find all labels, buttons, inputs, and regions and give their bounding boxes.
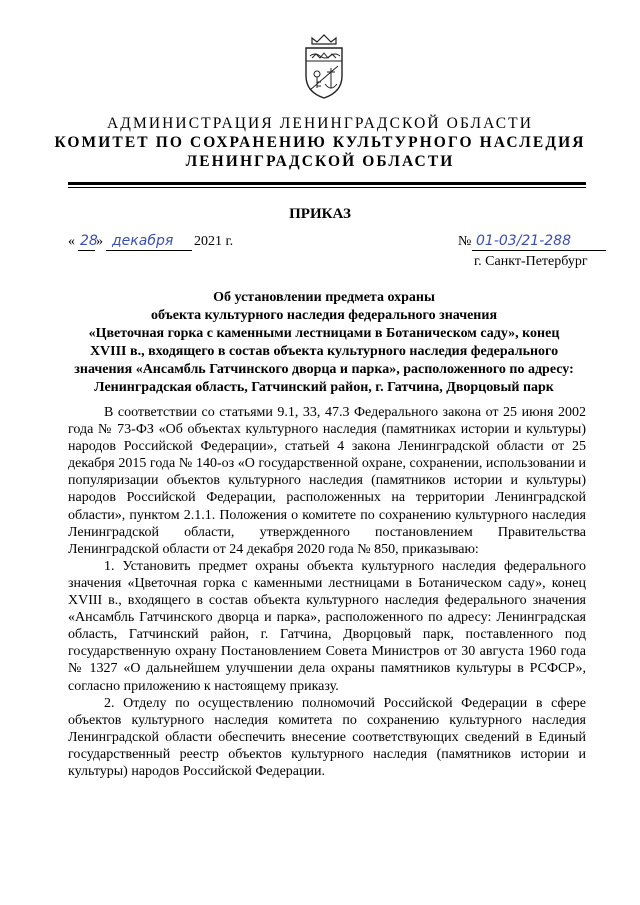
administration-title: АДМИНИСТРАЦИЯ ЛЕНИНГРАДСКОЙ ОБЛАСТИ [107, 115, 533, 132]
order-subject [60, 289, 588, 397]
date-open-quote: « [68, 234, 75, 249]
subject-line: объекта культурного наследия федерального значения [150, 308, 498, 323]
order-number [458, 234, 608, 254]
date-month: декабря [112, 233, 174, 249]
subject-line: Об установлении предмета охраны [213, 290, 435, 305]
region-title: ЛЕНИНГРАДСКОЙ ОБЛАСТИ [185, 153, 455, 170]
order-date [68, 234, 268, 254]
clause-2-paragraph: 2. Отделу по осуществлению полномочий Российской Федерации в сфере объектов культурного наследия комитета по сохранению культурного наследия Ленинградской области обеспечить внесение соответствующих сведений в Единый государственный реестр объектов культурного наследия (памятников истории и культуры) народов Российской Федерации. [68, 695, 586, 779]
coat-of-arms-icon [298, 30, 350, 102]
subject-line: XVIII в., входящего в состав объекта культурного наследия федерального [89, 344, 559, 359]
date-day: 28 [80, 233, 98, 249]
order-body [68, 404, 586, 780]
city: г. Санкт-Петербург [474, 254, 588, 269]
number-sign: № [458, 234, 472, 249]
clause-1-paragraph: 1. Установить предмет охраны объекта культурного наследия федерального значения «Цветочная горка с каменными лестницами в Ботаническом саду», конец XVIII в., входящего в состав объекта культурного наследия федерального значения «Ансамбль Гатчинского дворца и парка», расположенного по адресу: Ленинградская область, Гатчинский район, г. Гатчина, Дворцовый парк, поставленного под государственную охрану Постановлением Совета Министров от 30 августа 1960 года № 1327 «О дальнейшем улучшении дела охраны памятников культуры в РСФСР», согласно приложению к настоящему приказу. [68, 558, 586, 694]
header-divider-thick [68, 182, 586, 185]
subject-line: Ленинградская область, Гатчинский район, г. Гатчина, Дворцовый парк [94, 380, 554, 395]
number-value: 01-03/21-288 [476, 233, 571, 249]
date-year: 2021 г. [194, 234, 234, 249]
date-close-quote: » [96, 234, 103, 249]
order-title: ПРИКАЗ [289, 206, 351, 222]
subject-line: значения «Ансамбль Гатчинского дворца и парка», расположенного по адресу: [74, 362, 574, 377]
header-divider-thin [68, 187, 586, 188]
subject-line: «Цветочная горка с каменными лестницами в Ботаническом саду», конец [88, 326, 560, 341]
preamble-paragraph: В соответствии со статьями 9.1, 33, 47.3 Федерального закона от 25 июня 2002 года № 73-ФЗ «Об объектах культурного наследия (памятниках истории и культуры) народов Российской Федерации», статьей 4 закона Ленинградской области от 25 декабря 2015 года № 140-оз «О государственной охране, сохранении, использовании и популяризации объектов культурного наследия (памятников истории и культуры) народов Российской Федерации, расположенных на территории Ленинградской области», пунктом 2.1.1. Положения о комитете по сохранению культурного наследия Ленинградской области, утвержденного постановлением Правительства Ленинградской области от 24 декабря 2020 года № 850, приказываю: [68, 405, 586, 557]
committee-title: КОМИТЕТ ПО СОХРАНЕНИЮ КУЛЬТУРНОГО НАСЛЕДИЯ [54, 134, 586, 151]
